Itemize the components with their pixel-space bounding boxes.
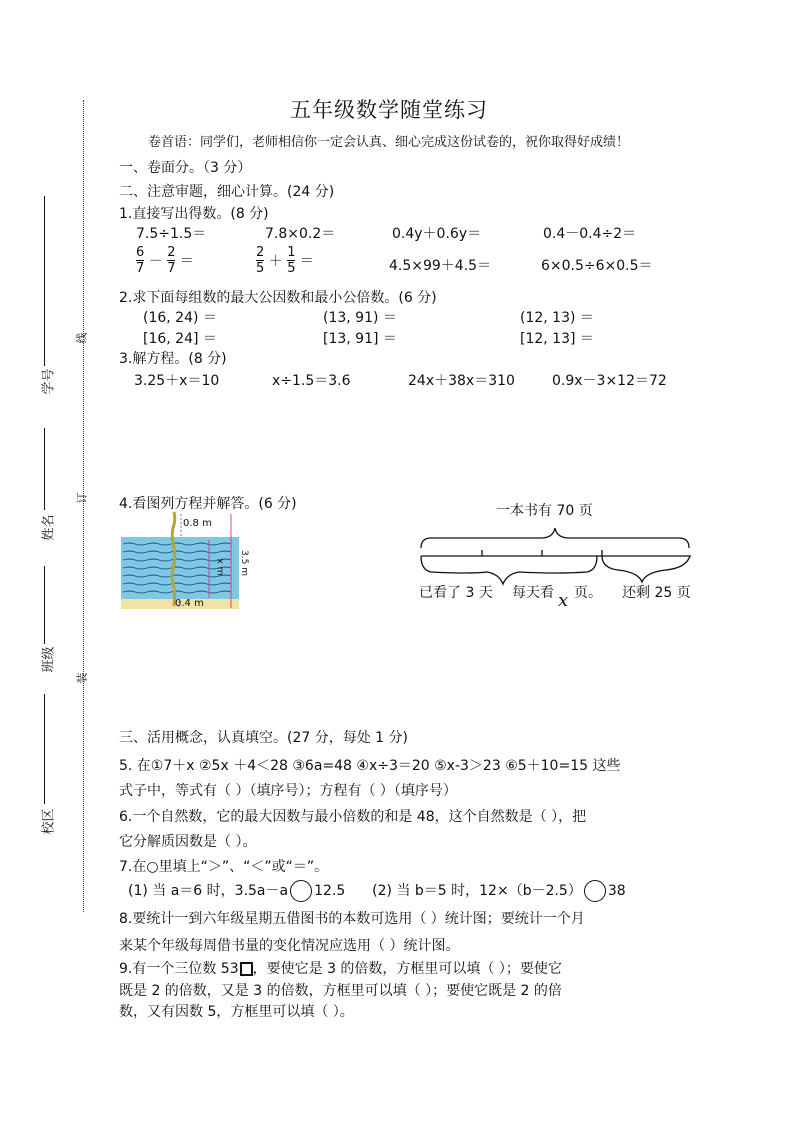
q7-compare-row: [128, 880, 626, 902]
binder-label-banji: 班级: [41, 646, 57, 673]
q4-fig2-middle-label: 每天看: [512, 585, 554, 601]
q4-fig1-label-top: 0.8 m: [183, 518, 212, 529]
q4-fig2-top-label: 一本书有 70 页: [496, 503, 593, 519]
binder-label-xuehao: 学号: [41, 368, 57, 395]
section-1-heading: 一、卷面分。（3 分）: [119, 160, 252, 176]
q2-lcm-3: [12, 13] ＝: [520, 331, 594, 347]
binder-field-line-banji: [44, 566, 46, 644]
q1-item-3: 0.4y＋0.6y＝: [392, 226, 482, 242]
q3-equation-1: 3.25＋x＝10: [134, 373, 220, 389]
q1-item-1: 7.5÷1.5＝: [136, 226, 207, 242]
q7-part-1: (1) 当 a＝6 时，3.5a－a: [128, 883, 289, 899]
q9-line-1: [119, 958, 562, 978]
q8-line-1: 8.要统计一到六年级星期五借图书的本数可选用（ ）统计图；要统计一个月: [119, 911, 585, 927]
preface: 卷首语：同学们，老师相信你一定会认真、细心完成这份试卷的，祝你取得好成绩！: [148, 135, 630, 150]
fraction: $\frac{1}{5}$: [287, 245, 296, 276]
fraction: $\frac{6}{7}$: [136, 245, 145, 276]
binder-mark-zhuang: 装: [75, 672, 89, 684]
binder-mark-xian: 线: [75, 332, 89, 344]
q3-equation-2: x÷1.5＝3.6: [272, 373, 351, 389]
binder-label-xingming: 姓名: [41, 514, 57, 541]
q2-gcd-2: (13, 91) ＝: [323, 310, 397, 326]
compare-circle-2[interactable]: [584, 880, 606, 902]
q7-heading: 7.在○里填上“＞”、“＜”或“＝”。: [119, 859, 329, 875]
q9-line-1-start: 9.有一个三位数 53: [119, 961, 239, 977]
q9-line-2: 既是 2 的倍数，又是 3 的倍数，方框里可以填（ ）；要使它既是 2 的倍: [119, 983, 562, 999]
q4-fig1-label-total: 3.5 m: [238, 550, 249, 576]
binder-label-xiaoqu: 校区: [41, 808, 57, 835]
q5-line-2: 式子中，等式有（ ）（填序号）；方程有（ ）（填序号）: [119, 783, 457, 799]
q6-line-2: 它分解质因数是（ ）。: [119, 834, 257, 850]
q2-heading: 2.求下面每组数的最大公因数和最小公倍数。(6 分): [119, 290, 437, 306]
q2-gcd-3: (12, 13) ＝: [520, 310, 594, 326]
q4-fig2-variable: x: [558, 590, 569, 611]
q1-item-8: 6×0.5÷6×0.5＝: [541, 258, 653, 274]
q1-item-4: 0.4－0.4÷2＝: [543, 226, 637, 242]
fraction: $\frac{2}{7}$: [167, 245, 176, 276]
q4-pole-figure: [119, 510, 249, 612]
q2-lcm-2: [13, 91] ＝: [323, 331, 397, 347]
page-title: 五年级数学随堂练习: [290, 98, 488, 122]
binder-field-line-xiaoqu: [44, 694, 46, 804]
q9-line-1-rest: ，要使它是 3 的倍数，方框里可以填（ ）；要使它: [252, 961, 562, 977]
digit-box-icon: [240, 962, 253, 976]
q1-heading: 1.直接写出得数。(8 分): [119, 206, 269, 222]
q7-part-1-end: 12.5: [314, 883, 346, 899]
q4-fig1-label-mid: x m: [214, 558, 225, 576]
q4-fig2-unit: 页。: [574, 585, 602, 601]
section-2-heading: 二、注意审题，细心计算。(24 分): [119, 184, 335, 200]
q9-line-3: 数，又有因数 5，方框里可以填（ ）。: [119, 1004, 354, 1020]
q3-equation-4: 0.9x－3×12＝72: [552, 373, 667, 389]
q8-line-2: 来某个年级每周借书量的变化情况应选用（ ）统计图。: [119, 938, 460, 954]
section-3-heading: 三、活用概念，认真填空。(27 分，每处 1 分): [119, 730, 408, 746]
binder-field-line-xingming: [44, 428, 46, 510]
q3-equation-3: 24x＋38x＝310: [408, 373, 515, 389]
binding-dotted-line: [83, 100, 84, 912]
q2-gcd-1: (16, 24) ＝: [143, 310, 217, 326]
q1-fraction-item-2: $\frac{2}{5}$ ＋ $\frac{1}{5}$ ＝: [256, 245, 314, 276]
q1-item-7: 4.5×99＋4.5＝: [389, 258, 492, 274]
q3-heading: 3.解方程。(8 分): [119, 351, 227, 367]
q1-fraction-item-1: $\frac{6}{7}$ － $\frac{2}{7}$ ＝: [136, 245, 194, 276]
q6-line-1: 6.一个自然数，它的最大因数与最小倍数的和是 48，这个自然数是（ ），把: [119, 809, 587, 825]
q2-lcm-1: [16, 24] ＝: [143, 331, 217, 347]
q4-heading: 4.看图列方程并解答。(6 分): [119, 496, 297, 512]
q7-part-2: (2) 当 b＝5 时，12×（b－2.5）: [372, 883, 582, 899]
q5-line-1: 5. 在①7＋x ②5x ＋4＜28 ③6a=48 ④x÷3＝20 ⑤x-3＞23 ⑥5＋10=15 这些: [119, 758, 621, 774]
q4-fig1-label-bottom: 0.4 m: [175, 598, 204, 609]
q7-part-2-end: 38: [607, 883, 626, 899]
binder-mark-ding: 订: [75, 492, 89, 504]
binder-field-line-xuehao: [44, 196, 46, 366]
q4-fig2-right-label: 还剩 25 页: [622, 585, 691, 601]
compare-circle-1[interactable]: [290, 880, 312, 902]
q4-fig2-left-label: 已看了 3 天: [419, 585, 493, 601]
q1-item-2: 7.8×0.2＝: [265, 226, 336, 242]
fraction: $\frac{2}{5}$: [256, 245, 265, 276]
